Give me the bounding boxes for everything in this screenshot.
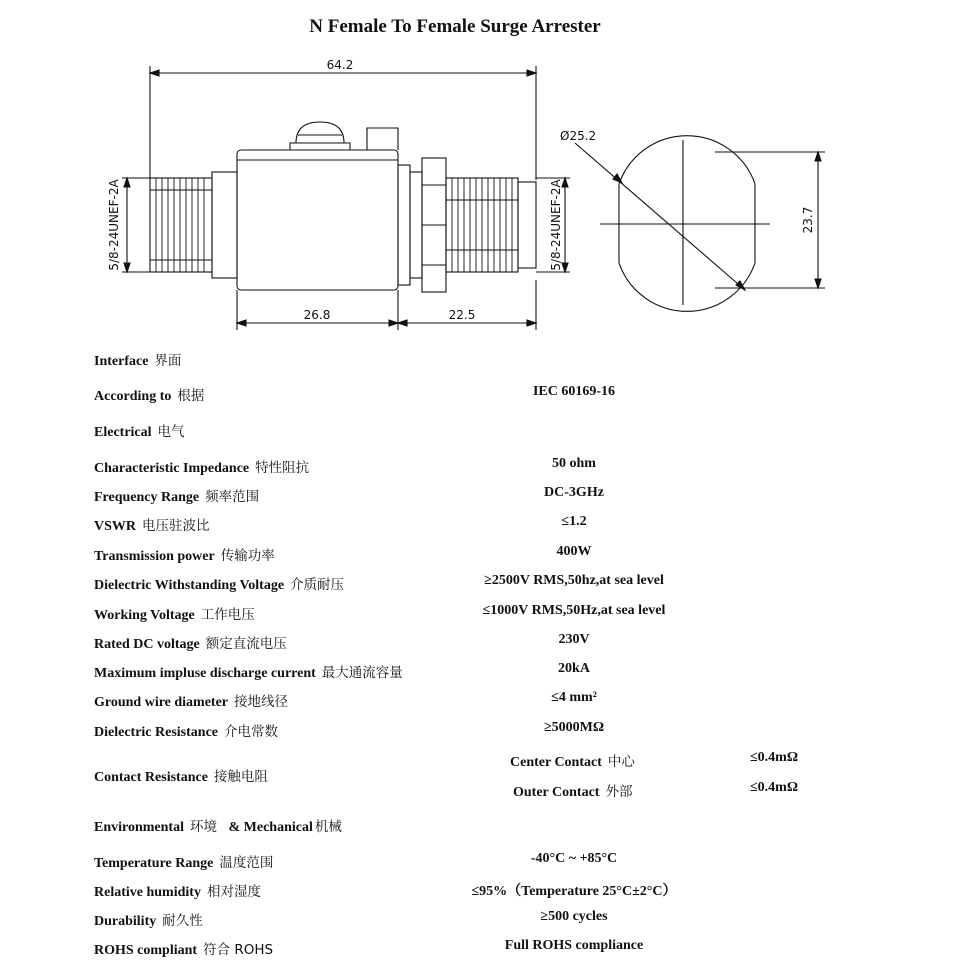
technical-drawing	[0, 0, 960, 340]
section-interface: Interface 界面	[94, 353, 182, 369]
spec-transmission-power: Transmission power 传输功率 400W	[94, 544, 592, 564]
spec-max-impulse-current: Maximum impluse discharge current 最大通流容量 20kA	[94, 661, 590, 681]
spec-vswr: VSWR 电压驻波比 ≤1.2	[94, 514, 587, 534]
overall-length-label: 64.2	[326, 58, 354, 72]
spec-working-voltage: Working Voltage 工作电压 ≤1000V RMS,50Hz,at sea level	[94, 603, 666, 623]
center-contact-label: Center Contact 中心	[510, 754, 635, 770]
spec-dielectric-resistance: Dielectric Resistance 介电常数 ≥5000MΩ	[94, 720, 605, 740]
center-contact-value: ≤0.4mΩ	[750, 750, 799, 765]
section-electrical: Electrical 电气	[94, 424, 185, 440]
left-thread-label: 5/8-24UNEF-2A	[107, 179, 121, 271]
spec-relative-humidity: Relative humidity 相对湿度 ≤95%（Temperature 25°C±2°C）	[94, 884, 677, 900]
spec-temperature-range: Temperature Range 温度范围 -40°C ~ +85°C	[94, 851, 618, 871]
spec-ground-wire-diameter: Ground wire diameter 接地线径 ≤4 mm²	[94, 690, 597, 710]
right-thread-label: 5/8-24UNEF-2A	[549, 179, 563, 271]
spec-durability: Durability 耐久性 ≥500 cycles	[94, 909, 608, 929]
spec-dielectric-withstanding-voltage: Dielectric Withstanding Voltage 介质耐压 ≥2500V RMS,50hz,at sea level	[94, 573, 664, 593]
spec-contact-resistance: Contact Resistance 接触电阻	[94, 769, 268, 785]
spec-rohs-compliant: ROHS compliant 符合 ROHS Full ROHS compliance	[94, 938, 644, 958]
spec-according-to: According to 根据 IEC 60169-16	[94, 384, 616, 404]
diameter-label: Ø25.2	[560, 129, 597, 143]
spec-characteristic-impedance: Characteristic Impedance 特性阻抗 50 ohm	[94, 456, 596, 476]
spec-rated-dc-voltage: Rated DC voltage 额定直流电压 230V	[94, 632, 590, 652]
body-length-label: 26.8	[303, 308, 331, 322]
spec-frequency-range: Frequency Range 频率范围 DC-3GHz	[94, 485, 604, 505]
page-title: N Female To Female Surge Arrester	[309, 16, 601, 37]
nut-length-label: 22.5	[448, 308, 476, 322]
section-environmental: Environmental 环境 & Mechanical 机械	[94, 819, 342, 835]
outer-contact-label: Outer Contact 外部	[513, 784, 633, 800]
outer-contact-value: ≤0.4mΩ	[750, 780, 799, 795]
flat-height-label: 23.7	[801, 206, 815, 234]
